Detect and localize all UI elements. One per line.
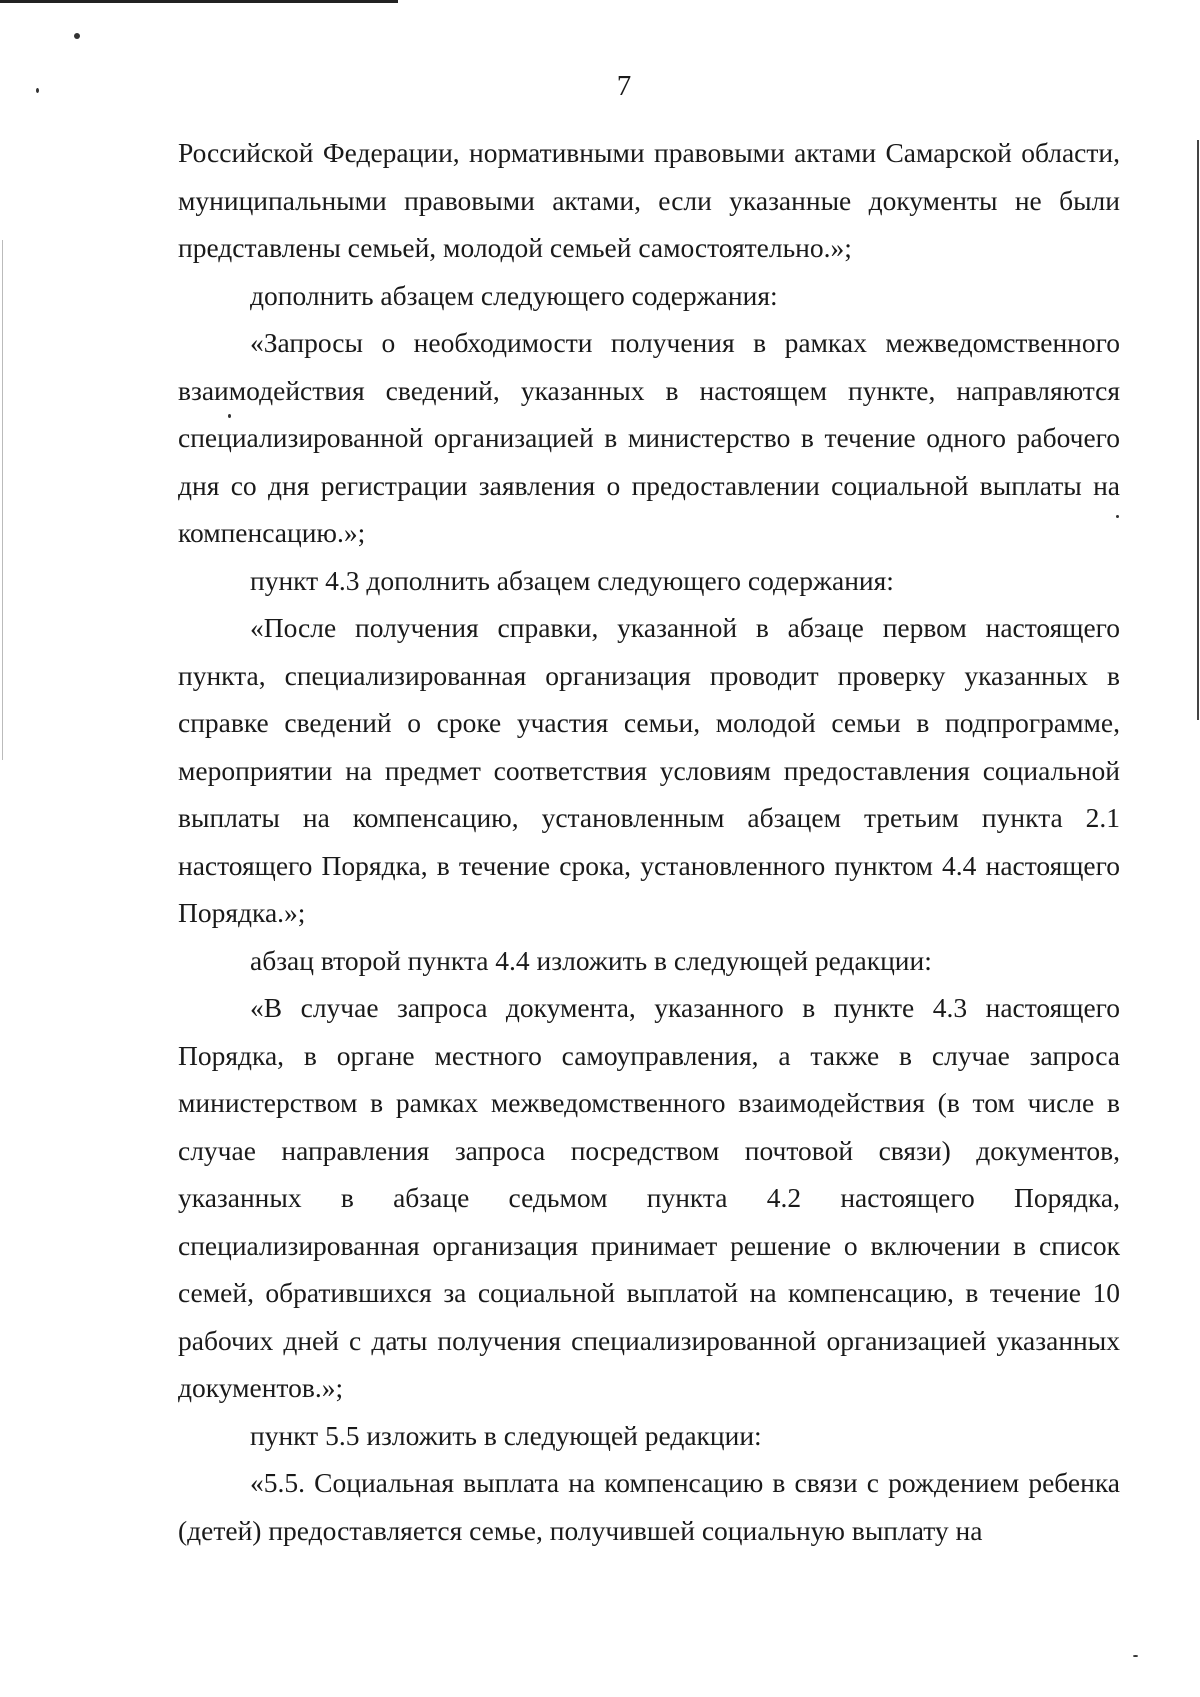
paragraph: «В случае запроса документа, указанного в пункте 4.3 настоящего Порядка, в органе местного самоуправления, а также в случае запроса министерством в рамках межведомственного взаимодействия (в том числе в случае направления запроса посредством почтовой связи) документов, указанных в абзаце седьмом пункта 4.2 настоящего Порядка, специализированная организация принимает решение о включении в список семей, обратившихся за социальной выплатой на компенсацию, в течение 10 рабочих дней с даты получения специализированной организацией указанных документов.»; xyxy=(178,992,1120,1403)
document-body xyxy=(178,129,1120,1554)
paragraph: абзац второй пункта 4.4 изложить в следующей редакции: xyxy=(250,944,932,976)
paragraph: пункт 4.3 дополнить абзацем следующего содержания: xyxy=(250,564,894,596)
scan-speck xyxy=(1133,1655,1138,1657)
page-number: 7 xyxy=(616,70,632,102)
scan-edge-line xyxy=(1197,140,1199,720)
scan-edge-line xyxy=(0,0,398,3)
paragraph: Российской Федерации, нормативными правовыми актами Самарской области, муниципальными правовыми актами, если указанные документы не были представлены семьей, молодой семьей самостоятельно.»; xyxy=(178,137,1120,263)
paragraph: дополнить абзацем следующего содержания: xyxy=(250,279,778,311)
paragraph: пункт 5.5 изложить в следующей редакции: xyxy=(250,1419,762,1451)
scan-edge-line xyxy=(2,240,3,760)
scan-speck xyxy=(74,33,80,39)
paragraph: «5.5. Социальная выплата на компенсацию в связи с рождением ребенка (детей) предоставляется семье, получившей социальную выплату на xyxy=(178,1467,1120,1546)
paragraph: «Запросы о необходимости получения в рамках межведомственного взаимодействия сведений, указанных в настоящем пункте, направляются специализированной организацией в министерство в течение одного рабочего дня со дня регистрации заявления о предоставлении социальной выплаты на компенсацию.»; xyxy=(178,327,1120,548)
paragraph: «После получения справки, указанной в абзаце первом настоящего пункта, специализированная организация проводит проверку указанных в справке сведений о сроке участия семьи, молодой семьи в подпрограмме, мероприятии на предмет соответствия условиям предоставления социальной выплаты на компенсацию, установленным абзацем третьим пункта 2.1 настоящего Порядка, в течение срока, установленного пунктом 4.4 настоящего Порядка.»; xyxy=(178,612,1120,928)
